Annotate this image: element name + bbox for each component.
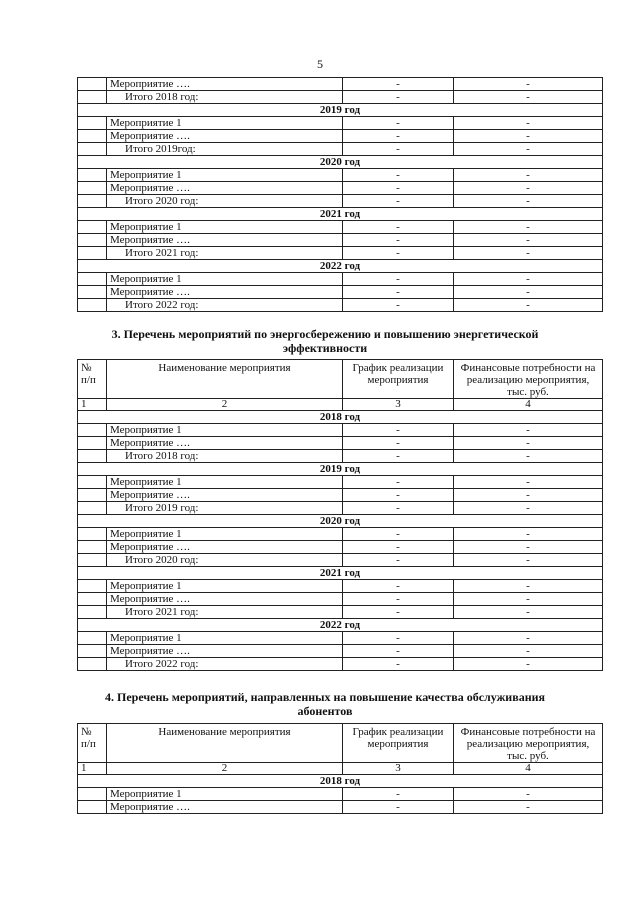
total-label: Итого 2019год:	[107, 143, 343, 156]
finance-cell: -	[454, 489, 603, 502]
total-row	[78, 554, 603, 567]
year-row	[78, 619, 603, 632]
num-cell	[78, 580, 107, 593]
finance-cell: -	[454, 541, 603, 554]
index-cell: 4	[454, 399, 603, 411]
measure-name: Мероприятие ….	[107, 801, 343, 814]
finance-cell: -	[454, 169, 603, 182]
header-schedule: График реализации мероприятия	[343, 360, 454, 399]
schedule-cell: -	[343, 606, 454, 619]
year-label: 2020 год	[78, 156, 603, 169]
num-cell	[78, 221, 107, 234]
schedule-cell: -	[343, 580, 454, 593]
header-name: Наименование мероприятия	[107, 724, 343, 763]
num-cell	[78, 645, 107, 658]
measure-name: Мероприятие ….	[107, 182, 343, 195]
num-cell	[78, 632, 107, 645]
num-cell	[78, 169, 107, 182]
finance-cell: -	[454, 658, 603, 671]
measure-name: Мероприятие ….	[107, 130, 343, 143]
index-cell: 3	[343, 763, 454, 775]
num-cell	[78, 593, 107, 606]
year-label: 2018 год	[78, 775, 603, 788]
measure-name: Мероприятие ….	[107, 286, 343, 299]
num-cell	[78, 489, 107, 502]
header-finance: Финансовые потребности на реализацию мероприятия, тыс. руб.	[454, 724, 603, 763]
finance-cell: -	[454, 117, 603, 130]
finance-cell: -	[454, 528, 603, 541]
header-num: № п/п	[78, 360, 107, 399]
section-4-title-line2: абонентов	[297, 704, 353, 718]
measure-name: Мероприятие 1	[107, 424, 343, 437]
total-row	[78, 247, 603, 260]
measure-name: Мероприятие ….	[107, 437, 343, 450]
schedule-cell: -	[343, 273, 454, 286]
header-num: № п/п	[78, 724, 107, 763]
finance-cell: -	[454, 606, 603, 619]
table-row	[78, 221, 603, 234]
table-row	[78, 645, 603, 658]
table-row	[78, 424, 603, 437]
finance-cell: -	[454, 450, 603, 463]
table-row	[78, 286, 603, 299]
finance-cell: -	[454, 234, 603, 247]
schedule-cell: -	[343, 130, 454, 143]
finance-cell: -	[454, 476, 603, 489]
section-3-title	[95, 327, 555, 355]
measure-name: Мероприятие ….	[107, 645, 343, 658]
index-cell: 1	[78, 399, 107, 411]
schedule-cell: -	[343, 78, 454, 91]
table-row	[78, 182, 603, 195]
measure-name: Мероприятие 1	[107, 169, 343, 182]
schedule-cell: -	[343, 489, 454, 502]
num-cell	[78, 78, 107, 91]
schedule-cell: -	[343, 195, 454, 208]
year-label: 2022 год	[78, 619, 603, 632]
num-cell	[78, 286, 107, 299]
table-row	[78, 489, 603, 502]
section-4-title	[95, 690, 555, 718]
schedule-cell: -	[343, 541, 454, 554]
schedule-cell: -	[343, 299, 454, 312]
section-3-title-line1: 3. Перечень мероприятий по энергосбережению и повышению энергетической	[111, 327, 539, 341]
finance-cell: -	[454, 143, 603, 156]
schedule-cell: -	[343, 593, 454, 606]
schedule-cell: -	[343, 788, 454, 801]
total-label: Итого 2020 год:	[107, 195, 343, 208]
measure-name: Мероприятие ….	[107, 489, 343, 502]
schedule-cell: -	[343, 528, 454, 541]
year-row	[78, 463, 603, 476]
header-finance: Финансовые потребности на реализацию мероприятия, тыс. руб.	[454, 360, 603, 399]
top-table	[77, 77, 603, 312]
table-row	[78, 580, 603, 593]
finance-cell: -	[454, 645, 603, 658]
section-4-table	[77, 723, 603, 814]
total-label: Итого 2021 год:	[107, 606, 343, 619]
num-cell	[78, 143, 107, 156]
table-row	[78, 117, 603, 130]
table-row	[78, 632, 603, 645]
index-cell: 1	[78, 763, 107, 775]
num-cell	[78, 437, 107, 450]
total-row	[78, 195, 603, 208]
finance-cell: -	[454, 502, 603, 515]
num-cell	[78, 299, 107, 312]
header-name: Наименование мероприятия	[107, 360, 343, 399]
header-row	[78, 360, 603, 399]
num-cell	[78, 182, 107, 195]
year-row	[78, 775, 603, 788]
index-cell: 2	[107, 399, 343, 411]
index-cell: 2	[107, 763, 343, 775]
measure-name: Мероприятие ….	[107, 541, 343, 554]
num-cell	[78, 606, 107, 619]
total-row	[78, 450, 603, 463]
year-label: 2018 год	[78, 411, 603, 424]
header-schedule: График реализации мероприятия	[343, 724, 454, 763]
finance-cell: -	[454, 593, 603, 606]
table-row	[78, 476, 603, 489]
header-row	[78, 724, 603, 763]
table-row	[78, 130, 603, 143]
year-row	[78, 208, 603, 221]
table-row	[78, 78, 603, 91]
schedule-cell: -	[343, 801, 454, 814]
num-cell	[78, 801, 107, 814]
num-cell	[78, 528, 107, 541]
table-row	[78, 169, 603, 182]
finance-cell: -	[454, 182, 603, 195]
page-number: 5	[317, 57, 323, 71]
schedule-cell: -	[343, 658, 454, 671]
table-row	[78, 593, 603, 606]
finance-cell: -	[454, 247, 603, 260]
total-label: Итого 2019 год:	[107, 502, 343, 515]
total-label: Итого 2021 год:	[107, 247, 343, 260]
year-label: 2020 год	[78, 515, 603, 528]
year-row	[78, 104, 603, 117]
measure-name: Мероприятие 1	[107, 476, 343, 489]
finance-cell: -	[454, 632, 603, 645]
num-cell	[78, 234, 107, 247]
finance-cell: -	[454, 580, 603, 593]
num-cell	[78, 273, 107, 286]
num-cell	[78, 658, 107, 671]
finance-cell: -	[454, 78, 603, 91]
finance-cell: -	[454, 788, 603, 801]
total-label: Итого 2022 год:	[107, 658, 343, 671]
finance-cell: -	[454, 299, 603, 312]
schedule-cell: -	[343, 169, 454, 182]
schedule-cell: -	[343, 247, 454, 260]
finance-cell: -	[454, 130, 603, 143]
year-row	[78, 567, 603, 580]
schedule-cell: -	[343, 450, 454, 463]
finance-cell: -	[454, 554, 603, 567]
measure-name: Мероприятие 1	[107, 221, 343, 234]
section-3-table	[77, 359, 603, 671]
year-row	[78, 156, 603, 169]
year-label: 2019 год	[78, 463, 603, 476]
num-cell	[78, 130, 107, 143]
finance-cell: -	[454, 424, 603, 437]
year-row	[78, 260, 603, 273]
index-row	[78, 763, 603, 775]
measure-name: Мероприятие ….	[107, 234, 343, 247]
year-row	[78, 411, 603, 424]
table-row	[78, 788, 603, 801]
num-cell	[78, 195, 107, 208]
schedule-cell: -	[343, 286, 454, 299]
total-row	[78, 91, 603, 104]
table-row	[78, 801, 603, 814]
index-cell: 4	[454, 763, 603, 775]
table-row	[78, 541, 603, 554]
schedule-cell: -	[343, 476, 454, 489]
table-row	[78, 437, 603, 450]
section-4-title-line1: 4. Перечень мероприятий, направленных на повышение качества обслуживания	[104, 690, 546, 704]
schedule-cell: -	[343, 645, 454, 658]
schedule-cell: -	[343, 221, 454, 234]
total-label: Итого 2018 год:	[107, 91, 343, 104]
finance-cell: -	[454, 221, 603, 234]
finance-cell: -	[454, 801, 603, 814]
measure-name: Мероприятие 1	[107, 788, 343, 801]
table-row	[78, 528, 603, 541]
num-cell	[78, 424, 107, 437]
finance-cell: -	[454, 286, 603, 299]
schedule-cell: -	[343, 182, 454, 195]
table-row	[78, 273, 603, 286]
num-cell	[78, 502, 107, 515]
total-label: Итого 2020 год:	[107, 554, 343, 567]
finance-cell: -	[454, 273, 603, 286]
year-label: 2021 год	[78, 567, 603, 580]
num-cell	[78, 476, 107, 489]
total-row	[78, 658, 603, 671]
measure-name: Мероприятие ….	[107, 593, 343, 606]
schedule-cell: -	[343, 437, 454, 450]
measure-name: Мероприятие 1	[107, 117, 343, 130]
schedule-cell: -	[343, 554, 454, 567]
schedule-cell: -	[343, 502, 454, 515]
section-3-title-line2: эффективности	[282, 341, 368, 355]
finance-cell: -	[454, 91, 603, 104]
num-cell	[78, 117, 107, 130]
schedule-cell: -	[343, 424, 454, 437]
total-row	[78, 143, 603, 156]
schedule-cell: -	[343, 234, 454, 247]
measure-name: Мероприятие 1	[107, 273, 343, 286]
total-row	[78, 502, 603, 515]
num-cell	[78, 541, 107, 554]
year-label: 2021 год	[78, 208, 603, 221]
num-cell	[78, 450, 107, 463]
finance-cell: -	[454, 437, 603, 450]
measure-name: Мероприятие ….	[107, 78, 343, 91]
total-row	[78, 606, 603, 619]
num-cell	[78, 91, 107, 104]
schedule-cell: -	[343, 632, 454, 645]
measure-name: Мероприятие 1	[107, 632, 343, 645]
num-cell	[78, 554, 107, 567]
measure-name: Мероприятие 1	[107, 528, 343, 541]
num-cell	[78, 788, 107, 801]
total-label: Итого 2022 год:	[107, 299, 343, 312]
year-row	[78, 515, 603, 528]
total-label: Итого 2018 год:	[107, 450, 343, 463]
schedule-cell: -	[343, 91, 454, 104]
index-row	[78, 399, 603, 411]
finance-cell: -	[454, 195, 603, 208]
year-label: 2019 год	[78, 104, 603, 117]
index-cell: 3	[343, 399, 454, 411]
measure-name: Мероприятие 1	[107, 580, 343, 593]
schedule-cell: -	[343, 143, 454, 156]
num-cell	[78, 247, 107, 260]
schedule-cell: -	[343, 117, 454, 130]
total-row	[78, 299, 603, 312]
table-row	[78, 234, 603, 247]
year-label: 2022 год	[78, 260, 603, 273]
